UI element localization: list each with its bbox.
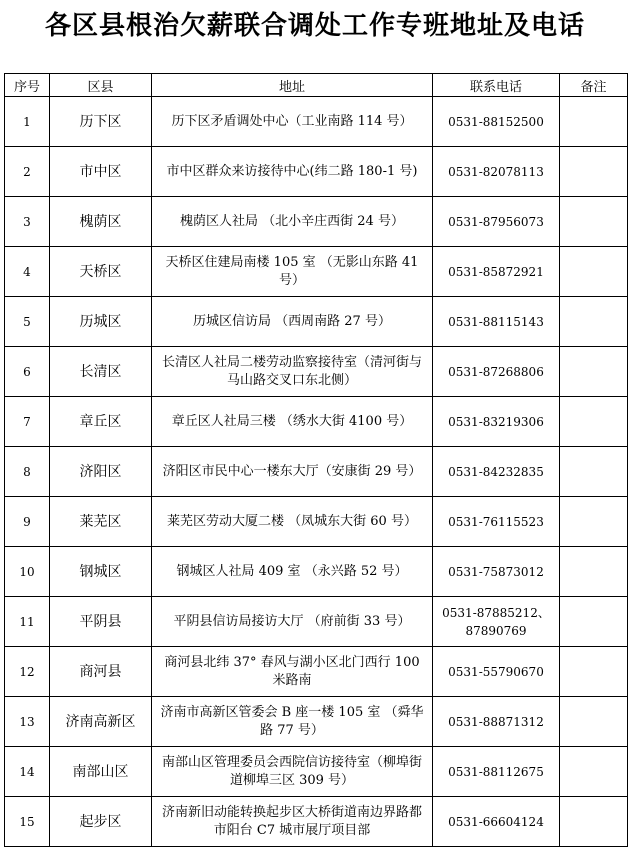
table-row: [5, 147, 628, 197]
cell-district: 钢城区: [50, 547, 152, 597]
table-row: [5, 747, 628, 797]
table-row: [5, 197, 628, 247]
cell-note: [560, 247, 628, 297]
cell-district: 章丘区: [50, 397, 152, 447]
cell-district: 市中区: [50, 147, 152, 197]
header-address: 地址: [152, 74, 433, 97]
cell-seq: 2: [5, 147, 50, 197]
cell-district: 莱芜区: [50, 497, 152, 547]
cell-phone: 0531-85872921: [433, 247, 560, 297]
cell-phone: 0531-88112675: [433, 747, 560, 797]
table-row: [5, 697, 628, 747]
cell-address: 长清区人社局二楼劳动监察接待室（清河街与马山路交叉口东北侧）: [152, 347, 433, 397]
table-row: [5, 547, 628, 597]
cell-note: [560, 97, 628, 147]
cell-address: 章丘区人社局三楼 （绣水大街 4100 号）: [152, 397, 433, 447]
table-row: [5, 297, 628, 347]
cell-phone: 0531-88871312: [433, 697, 560, 747]
table-row: [5, 97, 628, 147]
cell-district: 南部山区: [50, 747, 152, 797]
cell-district: 长清区: [50, 347, 152, 397]
header-seq: 序号: [5, 74, 50, 97]
cell-note: [560, 547, 628, 597]
cell-seq: 6: [5, 347, 50, 397]
cell-seq: 7: [5, 397, 50, 447]
cell-seq: 9: [5, 497, 50, 547]
cell-note: [560, 347, 628, 397]
cell-phone: 0531-55790670: [433, 647, 560, 697]
cell-seq: 4: [5, 247, 50, 297]
cell-address: 商河县北纬 37° 春风与湖小区北门西行 100 米路南: [152, 647, 433, 697]
cell-note: [560, 597, 628, 647]
table-row: [5, 447, 628, 497]
cell-seq: 13: [5, 697, 50, 747]
cell-seq: 14: [5, 747, 50, 797]
cell-seq: 8: [5, 447, 50, 497]
table-row: [5, 397, 628, 447]
cell-phone: 0531-82078113: [433, 147, 560, 197]
cell-address: 莱芜区劳动大厦二楼 （凤城东大街 60 号）: [152, 497, 433, 547]
cell-district: 历城区: [50, 297, 152, 347]
table-row: [5, 497, 628, 547]
cell-seq: 10: [5, 547, 50, 597]
cell-phone: 0531-76115523: [433, 497, 560, 547]
cell-district: 天桥区: [50, 247, 152, 297]
cell-address: 历下区矛盾调处中心（工业南路 114 号）: [152, 97, 433, 147]
cell-note: [560, 647, 628, 697]
table-row: [5, 597, 628, 647]
cell-phone: 0531-87268806: [433, 347, 560, 397]
cell-address: 天桥区住建局南楼 105 室 （无影山东路 41 号）: [152, 247, 433, 297]
cell-phone: 0531-87885212、87890769: [433, 597, 560, 647]
table-row: [5, 347, 628, 397]
cell-note: [560, 147, 628, 197]
header-district: 区县: [50, 74, 152, 97]
table-body: [5, 97, 628, 847]
table-row: [5, 647, 628, 697]
table-header-row: [5, 74, 628, 97]
cell-address: 槐荫区人社局 （北小辛庄西街 24 号）: [152, 197, 433, 247]
cell-district: 历下区: [50, 97, 152, 147]
cell-address: 钢城区人社局 409 室 （永兴路 52 号）: [152, 547, 433, 597]
cell-phone: 0531-83219306: [433, 397, 560, 447]
header-note: 备注: [560, 74, 628, 97]
contact-table: [4, 73, 628, 847]
cell-note: [560, 797, 628, 847]
cell-seq: 1: [5, 97, 50, 147]
cell-district: 济南高新区: [50, 697, 152, 747]
table-row: [5, 797, 628, 847]
document-title: 各区县根治欠薪联合调处工作专班地址及电话: [44, 11, 585, 41]
cell-seq: 3: [5, 197, 50, 247]
cell-district: 槐荫区: [50, 197, 152, 247]
cell-seq: 15: [5, 797, 50, 847]
cell-address: 济南新旧动能转换起步区大桥街道南边界路都市阳台 C7 城市展厅项目部: [152, 797, 433, 847]
cell-address: 济阳区市民中心一楼东大厅（安康街 29 号）: [152, 447, 433, 497]
cell-seq: 11: [5, 597, 50, 647]
cell-note: [560, 697, 628, 747]
cell-seq: 12: [5, 647, 50, 697]
table-row: [5, 247, 628, 297]
cell-note: [560, 497, 628, 547]
cell-district: 平阴县: [50, 597, 152, 647]
cell-phone: 0531-66604124: [433, 797, 560, 847]
cell-phone: 0531-75873012: [433, 547, 560, 597]
cell-note: [560, 397, 628, 447]
cell-address: 南部山区管理委员会西院信访接待室（柳埠街道柳埠三区 309 号）: [152, 747, 433, 797]
cell-district: 济阳区: [50, 447, 152, 497]
cell-note: [560, 197, 628, 247]
cell-address: 市中区群众来访接待中心(纬二路 180-1 号): [152, 147, 433, 197]
cell-district: 商河县: [50, 647, 152, 697]
cell-phone: 0531-88115143: [433, 297, 560, 347]
cell-note: [560, 447, 628, 497]
cell-address: 平阴县信访局接访大厅 （府前街 33 号）: [152, 597, 433, 647]
header-phone: 联系电话: [433, 74, 560, 97]
cell-note: [560, 747, 628, 797]
cell-address: 历城区信访局 （西周南路 27 号）: [152, 297, 433, 347]
cell-seq: 5: [5, 297, 50, 347]
cell-address: 济南市高新区管委会 B 座一楼 105 室 （舜华路 77 号）: [152, 697, 433, 747]
cell-phone: 0531-84232835: [433, 447, 560, 497]
cell-phone: 0531-88152500: [433, 97, 560, 147]
cell-note: [560, 297, 628, 347]
cell-phone: 0531-87956073: [433, 197, 560, 247]
cell-district: 起步区: [50, 797, 152, 847]
